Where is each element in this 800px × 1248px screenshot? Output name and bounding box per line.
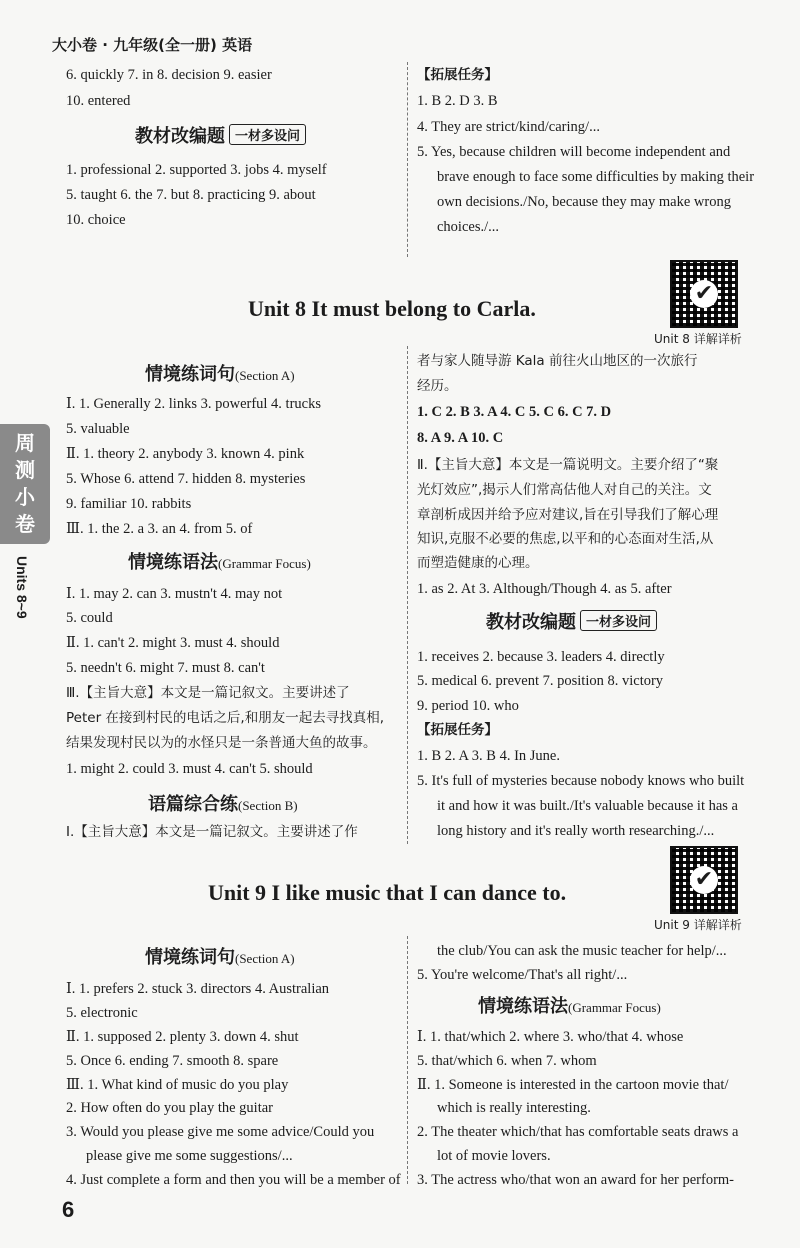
- text-line: Ⅲ.【主旨大意】本文是一篇记叙文。主要讲述了: [66, 685, 350, 701]
- page-header: 大小卷 · 九年级(全一册) 英语: [52, 36, 253, 54]
- side-tab-label: 周测小卷: [15, 431, 35, 536]
- text-line: 2. The theater which/that has comfortable seats draws a: [417, 1124, 739, 1140]
- text-line: 5. medical 6. prevent 7. position 8. victory: [417, 673, 664, 689]
- section-tag: 一材多设问: [229, 124, 306, 145]
- text-line: 知识,克服不必要的焦虑,以平和的心态面对生活,从: [417, 531, 714, 547]
- section-title: [135, 122, 306, 148]
- text-line: own decisions./No, because they may make wrong: [437, 194, 731, 210]
- checkmark-icon: ✔: [690, 866, 718, 894]
- text-line: Ⅱ. 1. theory 2. anybody 3. known 4. pink: [66, 446, 305, 462]
- text-line: 5. It's full of mysteries because nobody knows who built: [417, 773, 745, 789]
- text-line: it and how it was built./It's valuable because it has a: [437, 798, 738, 814]
- text-line: 5. You're welcome/That's all right/...: [417, 967, 628, 983]
- text-line: Ⅲ. 1. What kind of music do you play: [66, 1077, 289, 1093]
- qr-caption: Unit 8 详解详析: [654, 332, 742, 346]
- text-line: 结果发现村民以为的水怪只是一条普通大鱼的故事。: [66, 735, 377, 751]
- task-label: 【拓展任务】: [417, 722, 498, 738]
- section-title-text: 情境练语法: [128, 552, 218, 573]
- text-line: which is really interesting.: [437, 1100, 591, 1116]
- text-line: Ⅱ. 1. Someone is interested in the cartoon movie that/: [417, 1077, 729, 1093]
- text-line: 1. B 2. A 3. B 4. In June.: [417, 748, 560, 764]
- unit-9-title: Unit 9 I like music that I can dance to.: [208, 880, 567, 905]
- section-title: [148, 790, 298, 816]
- text-line: 章剖析成因并给予应对建议,旨在引导我们了解心理: [417, 507, 719, 523]
- section-title: [128, 548, 311, 574]
- unit-8-title: Unit 8 It must belong to Carla.: [248, 296, 536, 321]
- text-line: 5. Whose 6. attend 7. hidden 8. mysteries: [66, 471, 306, 487]
- section-title-text: 教材改编题: [486, 612, 576, 633]
- text-line: 2. How often do you play the guitar: [66, 1100, 273, 1116]
- text-line: 5. taught 6. the 7. but 8. practicing 9. about: [66, 187, 316, 203]
- text-line: 10. entered: [66, 93, 131, 109]
- column-divider: [407, 936, 408, 1184]
- text-line: 光灯效应”,揭示人们常高估他人对自己的关注。文: [417, 482, 712, 498]
- column-divider: [407, 62, 408, 257]
- text-line: 5. that/which 6. when 7. whom: [417, 1053, 597, 1069]
- text-line: Ⅰ. 1. that/which 2. where 3. who/that 4. whose: [417, 1029, 684, 1045]
- text-line: lot of movie lovers.: [437, 1148, 551, 1164]
- section-tag: 一材多设问: [580, 610, 657, 631]
- text-line: choices./...: [437, 219, 500, 235]
- qr-caption: Unit 9 详解详析: [654, 918, 742, 932]
- text-line: 4. Just complete a form and then you will be a member of: [66, 1172, 401, 1188]
- section-subtitle: (Grammar Focus): [568, 1000, 661, 1015]
- section-title: [478, 992, 661, 1018]
- text-line: 1. B 2. D 3. B: [417, 93, 498, 109]
- text-line: 5. Yes, because children will become independent and: [417, 144, 731, 160]
- text-line: 8. A 9. A 10. C: [417, 430, 504, 446]
- text-line: 经历。: [417, 378, 458, 394]
- section-title: [145, 943, 295, 969]
- text-line: Peter 在接到村民的电话之后,和朋友一起去寻找真相,: [66, 710, 384, 726]
- side-units-label: Units 8~9: [14, 556, 30, 619]
- text-line: 3. The actress who/that won an award for her perform-: [417, 1172, 735, 1188]
- qr-code-icon[interactable]: [670, 260, 738, 328]
- text-line: 1. C 2. B 3. A 4. C 5. C 6. C 7. D: [417, 404, 612, 420]
- text-line: 者与家人随导游 Kala 前往火山地区的一次旅行: [417, 353, 698, 369]
- text-line: Ⅲ. 1. the 2. a 3. an 4. from 5. of: [66, 521, 253, 537]
- text-line: 5. valuable: [66, 421, 130, 437]
- section-subtitle: (Section A): [235, 951, 295, 966]
- text-line: please give me some suggestions/...: [86, 1148, 293, 1164]
- text-line: 1. might 2. could 3. must 4. can't 5. should: [66, 761, 313, 777]
- section-title-text: 情境练词句: [145, 947, 235, 968]
- text-line: 5. Once 6. ending 7. smooth 8. spare: [66, 1053, 279, 1069]
- column-divider: [407, 346, 408, 844]
- text-line: 5. could: [66, 610, 113, 626]
- qr-code-icon[interactable]: [670, 846, 738, 914]
- section-title-text: 教材改编题: [135, 126, 225, 147]
- text-line: 3. Would you please give me some advice/Could you: [66, 1124, 375, 1140]
- text-line: 9. period 10. who: [417, 698, 519, 714]
- text-line: 1. receives 2. because 3. leaders 4. directly: [417, 649, 665, 665]
- section-subtitle: (Section B): [238, 798, 298, 813]
- text-line: Ⅰ. 1. may 2. can 3. mustn't 4. may not: [66, 586, 283, 602]
- text-line: the club/You can ask the music teacher for help/...: [437, 943, 727, 959]
- text-line: Ⅱ. 1. can't 2. might 3. must 4. should: [66, 635, 280, 651]
- text-line: 9. familiar 10. rabbits: [66, 496, 192, 512]
- section-subtitle: (Section A): [235, 368, 295, 383]
- section-title-text: 情境练语法: [478, 996, 568, 1017]
- text-line: Ⅰ.【主旨大意】本文是一篇记叙文。主要讲述了作: [66, 824, 358, 840]
- section-title: [145, 360, 295, 386]
- text-line: Ⅰ. 1. Generally 2. links 3. powerful 4. trucks: [66, 396, 321, 412]
- task-label: 【拓展任务】: [417, 67, 498, 83]
- text-line: Ⅱ. 1. supposed 2. plenty 3. down 4. shut: [66, 1029, 299, 1045]
- side-tab: [0, 424, 50, 544]
- section-title: [486, 608, 657, 634]
- text-line: 6. quickly 7. in 8. decision 9. easier: [66, 67, 272, 83]
- text-line: 10. choice: [66, 212, 126, 228]
- section-title-text: 语篇综合练: [148, 794, 238, 815]
- text-line: 而塑造健康的心理。: [417, 555, 539, 571]
- text-line: 1. as 2. At 3. Although/Though 4. as 5. after: [417, 581, 672, 597]
- page-number: 6: [62, 1197, 75, 1222]
- text-line: 5. electronic: [66, 1005, 138, 1021]
- text-line: 5. needn't 6. might 7. must 8. can't: [66, 660, 265, 676]
- text-line: Ⅰ. 1. prefers 2. stuck 3. directors 4. Australian: [66, 981, 330, 997]
- section-title-text: 情境练词句: [145, 364, 235, 385]
- checkmark-icon: ✔: [690, 280, 718, 308]
- section-subtitle: (Grammar Focus): [218, 556, 311, 571]
- text-line: long history and it's really worth researching./...: [437, 823, 715, 839]
- text-line: 4. They are strict/kind/caring/...: [417, 119, 600, 135]
- text-line: 1. professional 2. supported 3. jobs 4. myself: [66, 162, 327, 178]
- text-line: brave enough to face some difficulties by making their: [437, 169, 755, 185]
- text-line: Ⅱ.【主旨大意】本文是一篇说明文。主要介绍了“聚: [417, 457, 719, 473]
